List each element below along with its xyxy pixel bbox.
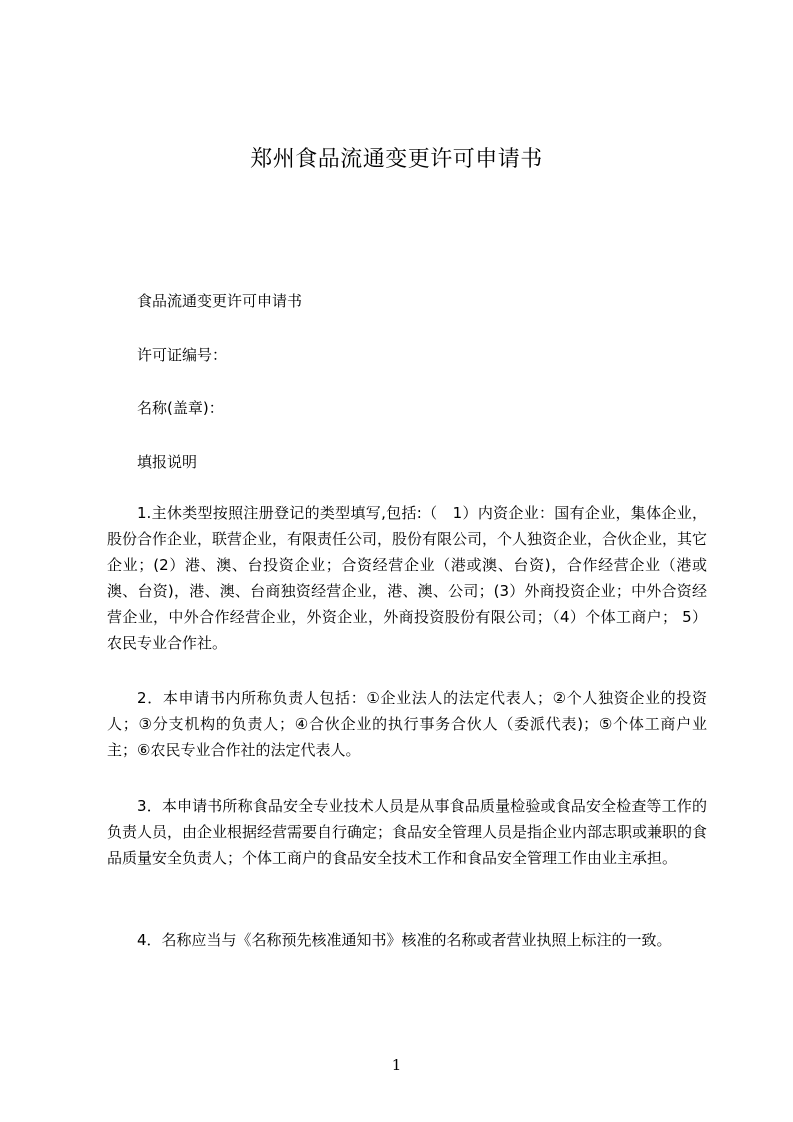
instruction-item-1: 1.主休类型按照注册登记的类型填写,包括:（ 1）内资企业：国有企业，集体企业，股份合作企业，联营企业，有限责任公司，股份有限公司，个人独资企业，合伙企业，其它企业；(2）港、澳、台投资企业；合资经营企业（港或澳、台资)，合作经营企业（港或澳、台资)，港、澳、台商独资经营企业，港、澳、公司；(3）外商投资企业；中外合资经营企业，中外合作经营企业，外资企业，外商投资股份有限公司；（4）个体工商户； 5）农民专业合作社。	[107, 504, 708, 652]
license-number-label: 许可证编号：	[137, 346, 228, 364]
page-number: 1	[391, 1056, 402, 1074]
instructions-heading: 填报说明	[137, 453, 198, 471]
document-subtitle: 食品流通变更许可申请书	[137, 292, 303, 310]
document-title: 郑州食品流通变更许可申请书	[250, 147, 543, 172]
name-seal-label: 名称(盖章)：	[137, 399, 224, 417]
instruction-item-3: 3．本申请书所称食品安全专业技术人员是从事食品质量检验或食品安全检查等工作的负责人员，由企业根据经营需要自行确定；食品安全管理人员是指企业内部志职或兼职的食品质量安全负责人；个体工商户的食品安全技术工作和食品安全管理工作由业主承担。	[107, 797, 708, 867]
instruction-item-2: 2．本申请书内所称负责人包括：①企业法人的法定代表人；②个人独资企业的投资人；③分支机构的负责人；④合伙企业的执行事务合伙人（委派代表)；⑤个体工商户业主；⑥农民专业合作社的法定代表人。	[107, 689, 707, 759]
instruction-item-4: 4．名称应当与《名称预先核准通知书》核准的名称或者营业执照上标注的一致。	[137, 931, 672, 949]
